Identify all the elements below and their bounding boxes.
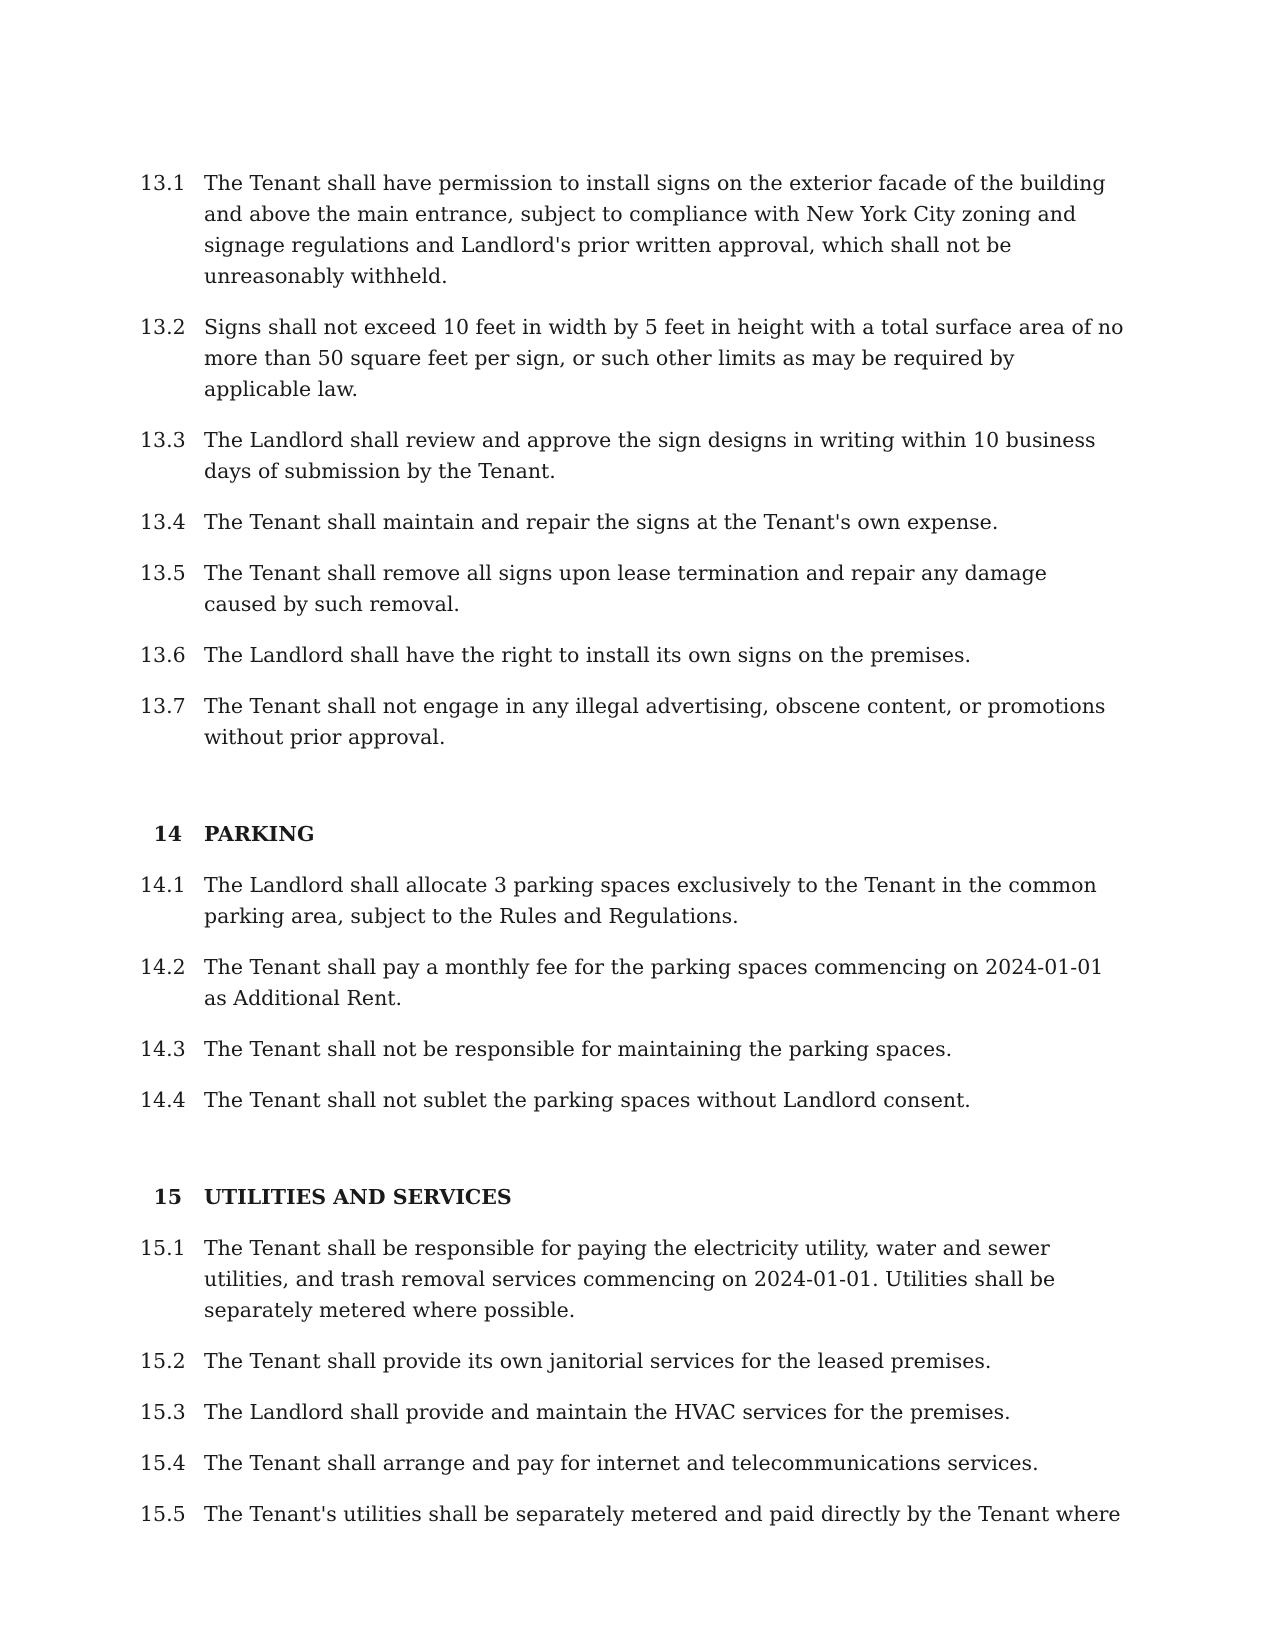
clause-number: 13.5 — [140, 561, 186, 585]
clause-number: 13.7 — [140, 694, 186, 718]
clause-13-7 — [140, 691, 1125, 753]
clause-13-2 — [140, 312, 1125, 405]
clause-14-1 — [140, 870, 1125, 932]
clause-15-5 — [140, 1499, 1125, 1530]
clause-text: The Tenant shall be responsible for paying the electricity utility, water and sewer utilities, and trash removal services commencing on 2024-01-01. Utilities shall be separately metered where possible. — [204, 1236, 1056, 1322]
clause-13-1 — [140, 168, 1125, 292]
section-heading-utilities — [140, 1182, 1125, 1213]
section-number: 14 — [153, 822, 182, 846]
clause-text: The Tenant shall not be responsible for maintaining the parking spaces. — [204, 1037, 953, 1061]
clause-text: The Tenant shall provide its own janitorial services for the leased premises. — [204, 1349, 992, 1373]
clause-text: The Tenant shall pay a monthly fee for the parking spaces commencing on 2024-01-01 as Additional Rent. — [204, 955, 1104, 1010]
clause-text: The Tenant shall remove all signs upon lease termination and repair any damage caused by such removal. — [204, 561, 1047, 616]
clause-text: The Landlord shall provide and maintain the HVAC services for the premises. — [204, 1400, 1011, 1424]
clause-number: 15.5 — [140, 1502, 186, 1526]
clause-text: The Landlord shall review and approve the sign designs in writing within 10 business days of submission by the Tenant. — [204, 428, 1096, 483]
clause-number: 14.4 — [140, 1088, 186, 1112]
clause-text: The Tenant shall arrange and pay for internet and telecommunications services. — [204, 1451, 1039, 1475]
clause-text: The Tenant shall not sublet the parking spaces without Landlord consent. — [204, 1088, 971, 1112]
clause-13-5 — [140, 558, 1125, 620]
clause-number: 15.4 — [140, 1451, 186, 1475]
clause-number: 14.2 — [140, 955, 186, 979]
clause-15-2 — [140, 1346, 1125, 1377]
section-number: 15 — [153, 1185, 182, 1209]
clause-number: 13.2 — [140, 315, 186, 339]
clause-number: 13.3 — [140, 428, 186, 452]
clause-13-4 — [140, 507, 1125, 538]
clause-number: 15.3 — [140, 1400, 186, 1424]
clause-14-3 — [140, 1034, 1125, 1065]
clause-text: The Tenant shall have permission to install signs on the exterior facade of the building and above the main entrance, subject to compliance with New York City zoning and signage regulations and Landlord's prior written approval, which shall not be unreasonably withheld. — [204, 171, 1106, 288]
section-heading-parking — [140, 819, 1125, 850]
clause-13-6 — [140, 640, 1125, 671]
clause-number: 13.1 — [140, 171, 186, 195]
clause-number: 15.2 — [140, 1349, 186, 1373]
clause-text: The Tenant shall maintain and repair the signs at the Tenant's own expense. — [204, 510, 999, 534]
clause-13-3 — [140, 425, 1125, 487]
clause-number: 15.1 — [140, 1236, 186, 1260]
clause-15-3 — [140, 1397, 1125, 1428]
clause-text: The Landlord shall allocate 3 parking spaces exclusively to the Tenant in the common parking area, subject to the Rules and Regulations. — [204, 873, 1097, 928]
clause-14-2 — [140, 952, 1125, 1014]
document-body — [140, 168, 1125, 1550]
clause-number: 14.3 — [140, 1037, 186, 1061]
section-title: UTILITIES AND SERVICES — [204, 1185, 512, 1209]
clause-15-1 — [140, 1233, 1125, 1326]
clause-number: 14.1 — [140, 873, 186, 897]
clause-text: The Landlord shall have the right to install its own signs on the premises. — [204, 643, 972, 667]
clause-15-4 — [140, 1448, 1125, 1479]
clause-text: Signs shall not exceed 10 feet in width by 5 feet in height with a total surface area of no more than 50 square feet per sign, or such other limits as may be required by applicable law. — [204, 315, 1124, 401]
clause-number: 13.6 — [140, 643, 186, 667]
clause-14-4 — [140, 1085, 1125, 1116]
clause-text: The Tenant's utilities shall be separately metered and paid directly by the Tenant where — [204, 1502, 1121, 1526]
clause-number: 13.4 — [140, 510, 186, 534]
section-title: PARKING — [204, 822, 315, 846]
clause-text: The Tenant shall not engage in any illegal advertising, obscene content, or promotions without prior approval. — [204, 694, 1106, 749]
